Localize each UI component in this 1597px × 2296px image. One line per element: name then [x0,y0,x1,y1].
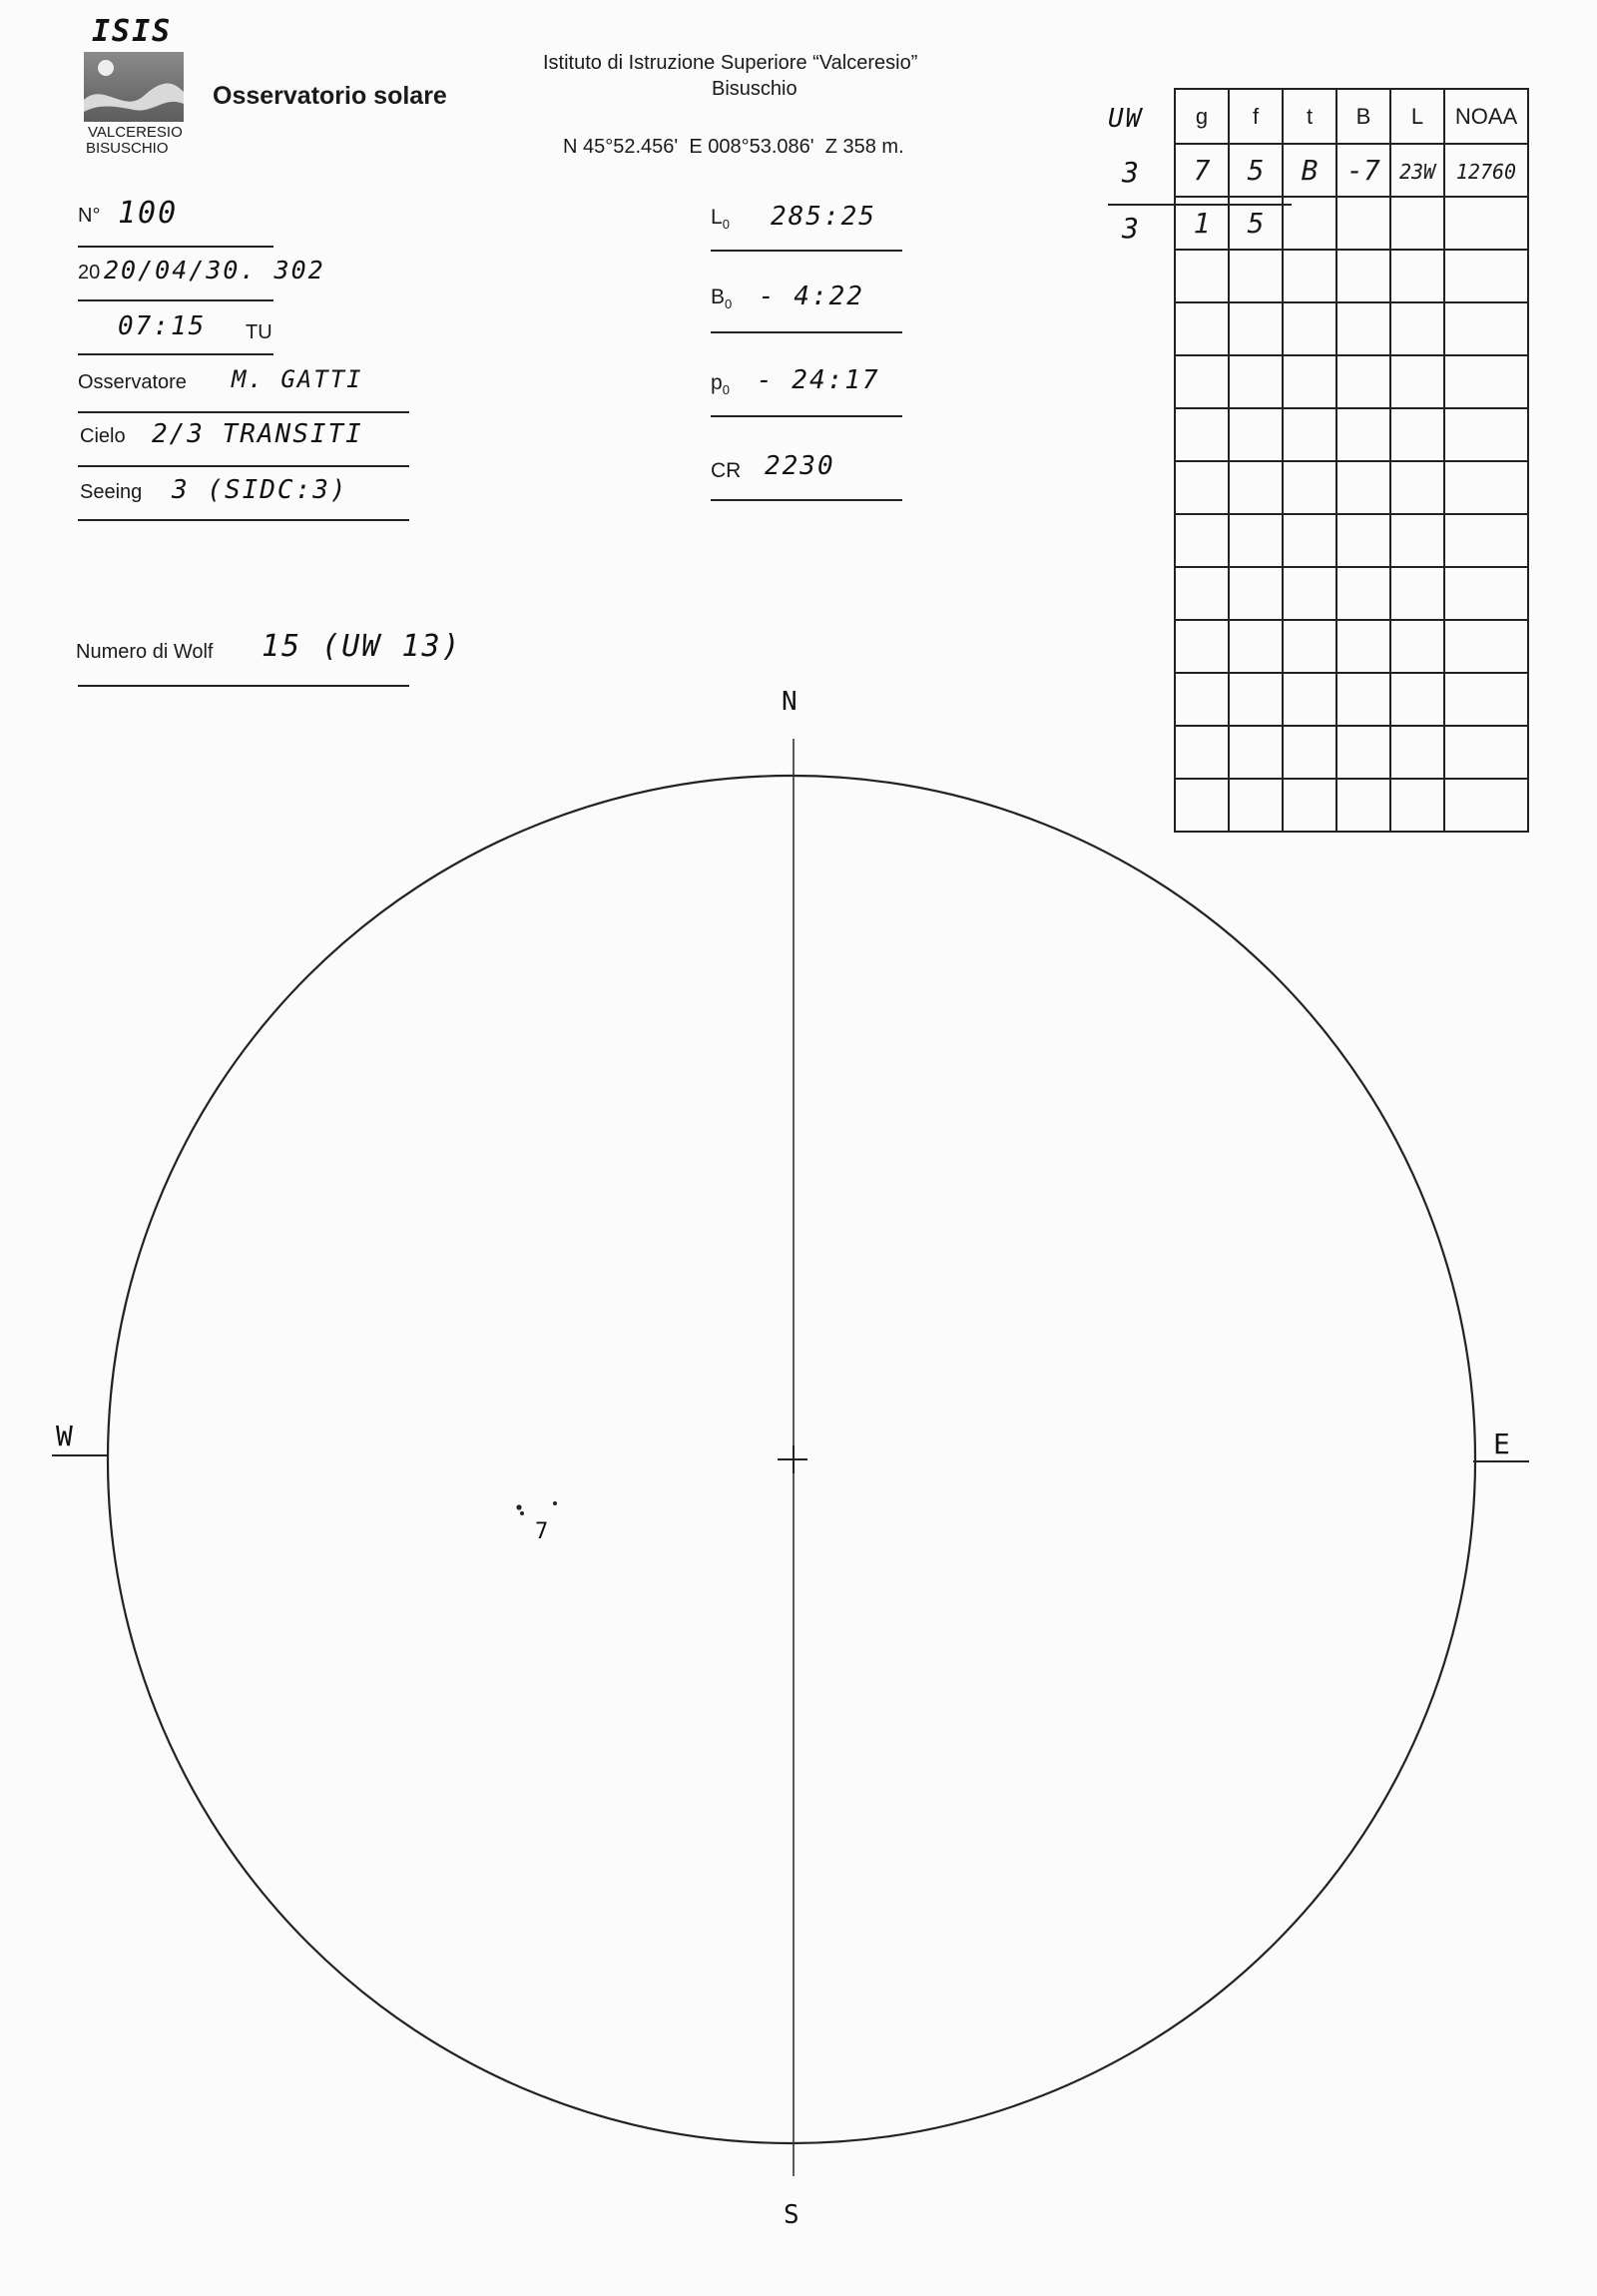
seeing-value: 3 (SIDC:3) [172,475,348,505]
sunspot [516,1504,521,1509]
west-label: W [56,1420,75,1452]
l0-value: 285:25 [771,202,876,232]
col-header-l: L [1390,89,1444,144]
uw-header: UW [1108,104,1144,134]
number-label: N° [78,205,101,227]
observer-value: M. GATTI [232,365,363,393]
table-cell: 5 [1229,144,1283,197]
wolf-label: Numero di Wolf [76,641,214,663]
time-unit: TU [246,321,272,343]
col-header-noaa: NOAA [1444,89,1528,144]
col-header-t: t [1283,89,1336,144]
uw-row-1: 3 [1122,156,1141,189]
b0-label: $B_0$ [711,286,733,312]
group-label: 7 [535,1519,551,1544]
date-value: 20/04/30. 302 [104,256,325,285]
table-cell: 7 [1175,144,1229,197]
p0-value: - 24:17 [757,365,880,395]
wolf-value: 15 (UW 13) [262,629,462,664]
col-header-b: B [1336,89,1390,144]
col-header-f: f [1229,89,1283,144]
table-cell: B [1283,144,1336,197]
institute-town: Bisuschio [712,78,798,100]
sky-label: Cielo [80,425,126,447]
uw-row-2: 3 [1122,212,1141,245]
table-cell: 1 [1175,197,1229,250]
l0-label: $L_0$ [711,206,730,233]
observer-label: Osservatore [78,371,187,393]
table-cell: 12760 [1444,144,1528,197]
north-label: N [782,687,799,717]
date-prefix: 20 [78,262,101,284]
seeing-label: Seeing [80,481,143,503]
sunspot [553,1501,557,1505]
table-cell: 5 [1229,197,1283,250]
cr-label: CR [711,459,742,482]
logo-text: ISIS [92,14,173,49]
logo-caption-1: VALCERESIO [88,124,183,141]
table-cell: -7 [1336,144,1390,197]
observatory-coordinates: N 45°52.456' E 008°53.086' Z 358 m. [563,136,904,158]
sunspot [520,1511,524,1515]
time-value: 07:15 [118,311,207,341]
page-title: Osservatorio solare [213,82,447,110]
south-label: S [784,2200,801,2230]
table-cell: 23W [1390,144,1444,197]
number-value: 100 [118,196,179,231]
col-header-g: g [1175,89,1229,144]
institute-name: Istituto di Istruzione Superiore “Valceresio” [543,52,918,74]
sky-value: 2/3 TRANSITI [152,419,363,449]
p0-label: $p_0$ [711,371,730,398]
cr-value: 2230 [765,451,835,481]
east-label: E [1493,1428,1512,1460]
logo-caption-2: BISUSCHIO [86,140,169,157]
b0-value: - 4:22 [759,282,864,311]
